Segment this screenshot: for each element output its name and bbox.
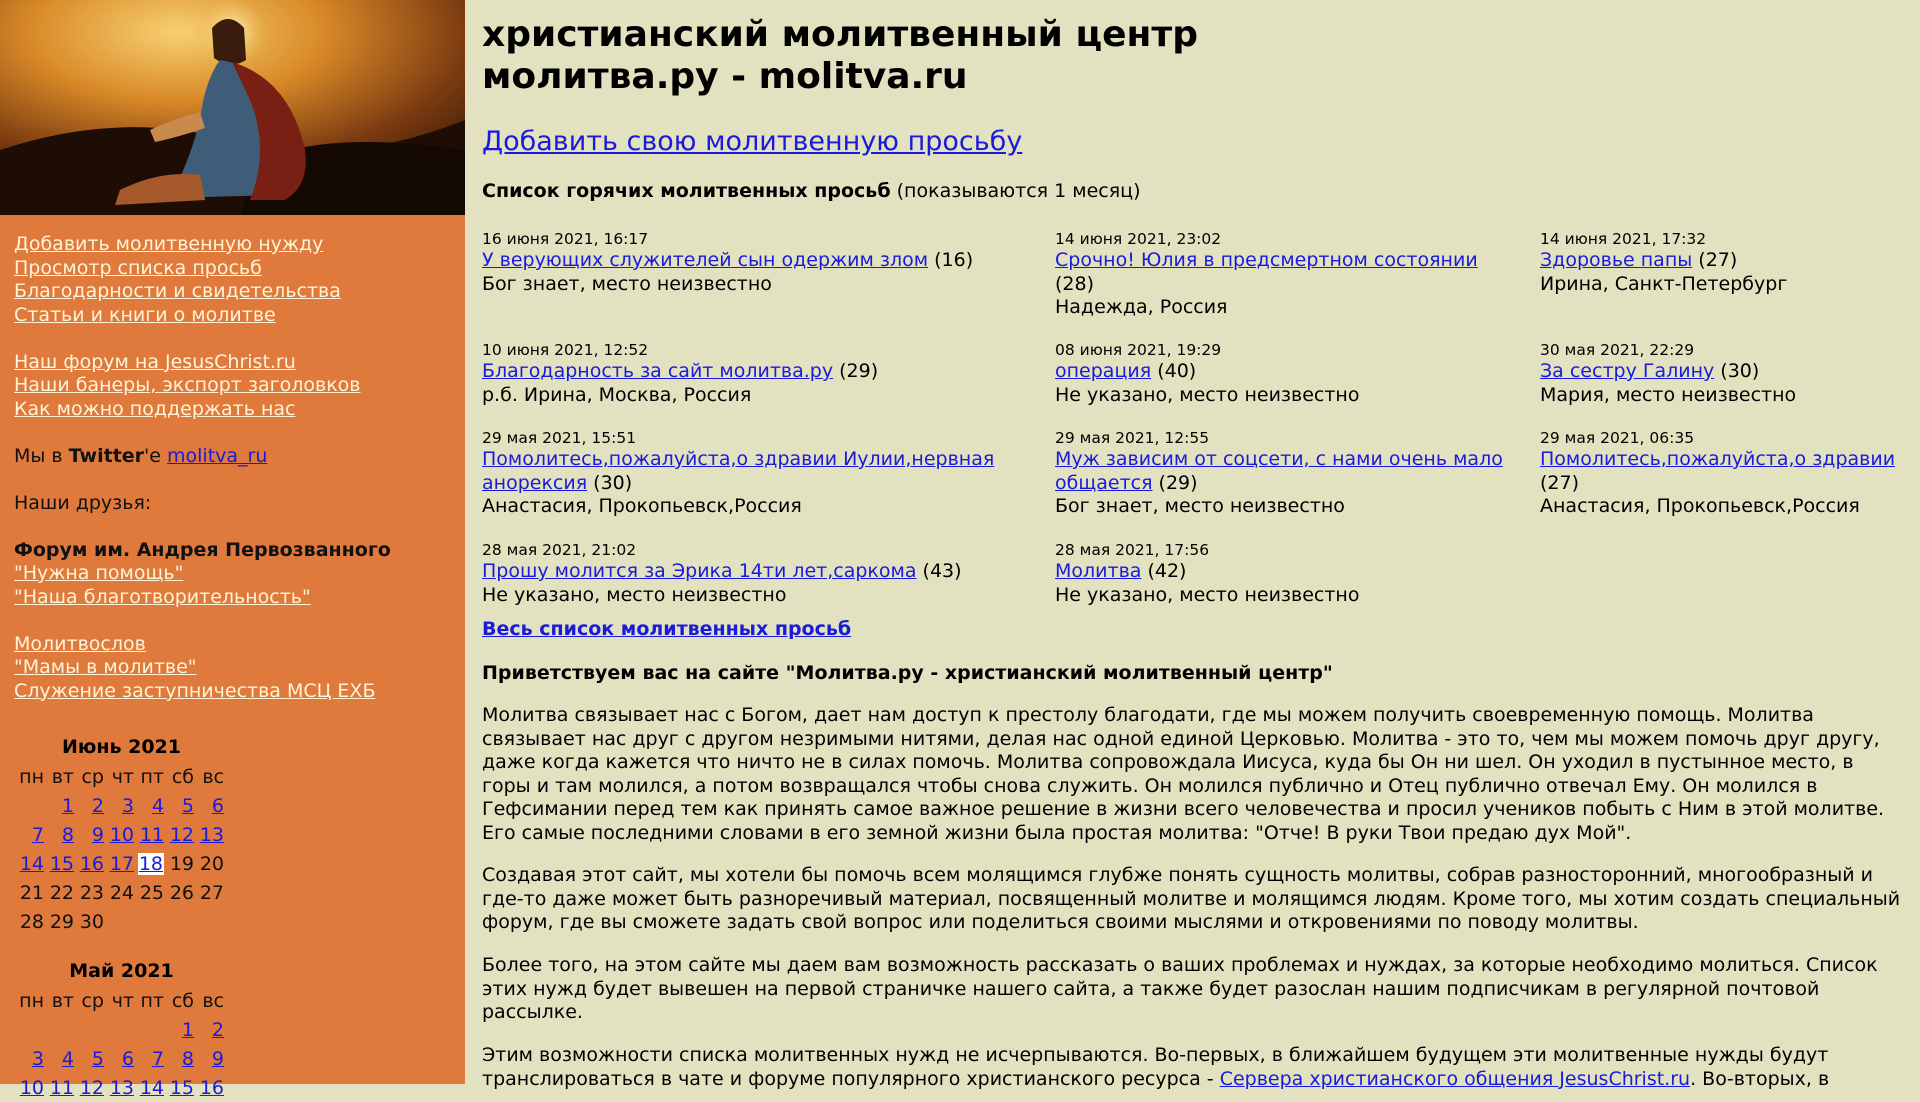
calendar-day (74, 1073, 104, 1102)
calendar-day-link[interactable]: 10 (109, 823, 134, 846)
calendar-day: 29 (49, 910, 74, 933)
add-request-link[interactable]: Добавить свою молитвенную просьбу (482, 126, 1023, 157)
calendar-day-link[interactable]: 6 (211, 794, 224, 817)
calendar-day (44, 1015, 74, 1044)
calendar-weekday: ср (81, 989, 104, 1012)
request-count: (28) (1055, 272, 1095, 295)
calendar-day (194, 1073, 224, 1102)
request-date: 16 июня 2021, 16:17 (482, 230, 649, 248)
calendar-grid (14, 762, 224, 936)
calendar-day (134, 1073, 164, 1102)
calendar-weekday: пн (19, 765, 44, 788)
calendar-day-link[interactable]: 3 (31, 1047, 44, 1070)
calendar-day (104, 820, 134, 849)
twitter-link[interactable]: molitva_ru (167, 444, 268, 467)
calendar-day-link[interactable]: 1 (181, 1018, 194, 1041)
calendar-day: 27 (199, 881, 224, 904)
calendar-day-link[interactable]: 2 (91, 794, 104, 817)
calendar-day-link[interactable]: 10 (19, 1076, 44, 1099)
request-author: Ирина, Санкт-Петербург (1540, 272, 1788, 295)
calendar-day (194, 1015, 224, 1044)
calendar-day-link[interactable]: 1 (61, 794, 74, 817)
calendar-day (74, 820, 104, 849)
calendar-day (14, 849, 44, 878)
calendar-day: 20 (199, 852, 224, 875)
request-author: Анастасия, Прокопьевск,Россия (482, 495, 802, 517)
request-title-link[interactable]: операция (1055, 360, 1152, 382)
main-content (482, 14, 1907, 1090)
calendar-day (134, 1044, 164, 1073)
calendar-weekday: вт (51, 765, 74, 788)
request-title-link[interactable]: Муж зависим от соцсети, с нами очень мало общается (1055, 448, 1503, 494)
calendar-day: 22 (49, 881, 74, 904)
calendar-weekday: вс (202, 989, 224, 1012)
calendar-day (134, 907, 164, 936)
calendar-june (14, 732, 229, 936)
link-intercession[interactable]: Служение заступничества МСЦ ЕХБ (14, 679, 376, 702)
calendar-day (104, 1044, 134, 1073)
calendar-day: 21 (19, 881, 44, 904)
calendar-day (14, 791, 44, 820)
calendar-day (164, 791, 194, 820)
calendar-day (74, 1015, 104, 1044)
calendar-day (44, 791, 74, 820)
calendar-day (194, 820, 224, 849)
calendar-day (164, 1073, 194, 1102)
friends-label: Наши друзья: (14, 491, 152, 514)
calendar-day-link[interactable]: 4 (151, 794, 164, 817)
twitter-line: Мы в Twitter'е molitva_ru (14, 444, 268, 467)
request-count: (27) (1692, 249, 1738, 271)
calendar-day-link[interactable]: 17 (109, 852, 134, 875)
request-item (1540, 341, 1910, 407)
calendar-day (194, 1044, 224, 1073)
request-item (482, 541, 1027, 607)
calendar-day (14, 820, 44, 849)
request-count: (16) (928, 249, 974, 271)
calendar-day (44, 1044, 74, 1073)
request-count: (27) (1540, 471, 1580, 494)
calendar-day (74, 1044, 104, 1073)
request-title-link[interactable]: Прошу молится за Эрика 14ти лет,саркома (482, 560, 917, 582)
calendar-day (164, 1044, 194, 1073)
calendar-day-link[interactable]: 5 (91, 1047, 104, 1070)
sidebar-link-add-need[interactable]: Добавить молитвенную нужду (14, 233, 324, 255)
all-requests-link[interactable]: Весь список молитвенных просьб (482, 618, 852, 640)
request-title-link[interactable]: Помолитесь,пожалуйста,о здравии (1540, 448, 1896, 470)
calendar-day (14, 1015, 44, 1044)
calendar-day-link[interactable]: 4 (61, 1047, 74, 1070)
calendar-day: 30 (79, 910, 104, 933)
request-date: 29 мая 2021, 12:55 (1055, 429, 1210, 447)
sidebar-link-view-list[interactable]: Просмотр списка просьб (14, 256, 262, 279)
calendar-day-link[interactable]: 8 (61, 823, 74, 846)
calendar-day (104, 791, 134, 820)
calendar-may (14, 956, 229, 1102)
intro-paragraph-4: Этим возможности списка молитвенных нужд не исчерпываются. Во-первых, в ближайшем будущем эти молитвенные нужды будут транслироваться в чате и форуме популярного христианского ресурса - Сервера христианского общения JesusChrist.ru. Во-вторых, в (482, 1044, 1830, 1090)
calendar-day-link[interactable]: 11 (139, 823, 164, 846)
calendar-weekday: вт (51, 989, 74, 1012)
jesuschrist-server-link[interactable]: Сервера христианского общения JesusChrist.ru (1219, 1067, 1691, 1090)
calendar-day (44, 820, 74, 849)
calendar-day-link[interactable]: 16 (79, 852, 104, 875)
calendar-weekday: вс (202, 765, 224, 788)
request-title-link[interactable]: У верующих служителей сын одержим злом (482, 249, 929, 271)
calendar-day-link[interactable]: 3 (121, 794, 134, 817)
request-count: (29) (833, 360, 879, 382)
request-author: Не указано, место неизвестно (1055, 583, 1360, 606)
request-title-link[interactable]: Благодарность за сайт молитва.ру (482, 360, 834, 382)
calendar-day-link[interactable]: 13 (199, 823, 224, 846)
request-item (1055, 341, 1520, 407)
calendar-day-link[interactable]: 14 (19, 852, 44, 875)
request-date: 29 мая 2021, 15:51 (482, 429, 637, 447)
friend-link-help[interactable]: "Нужна помощь" (14, 562, 184, 584)
request-date: 30 мая 2021, 22:29 (1540, 341, 1695, 359)
calendar-day-link[interactable]: 8 (181, 1047, 194, 1070)
sidebar-link-articles[interactable]: Статьи и книги о молитве (14, 303, 276, 326)
calendar-day: 23 (79, 881, 104, 904)
request-count: (43) (916, 560, 962, 582)
sidebar-link-support[interactable]: Как можно поддержать нас (14, 397, 296, 420)
request-date: 14 июня 2021, 23:02 (1055, 230, 1222, 248)
calendar-day-link[interactable]: 13 (109, 1076, 134, 1099)
calendar-grid (14, 986, 224, 1102)
calendar-day (44, 1073, 74, 1102)
request-author: Надежда, Россия (1055, 296, 1228, 318)
request-item (482, 341, 1027, 407)
calendar-day (104, 1015, 134, 1044)
list-heading: Список горячих молитвенных просьб (показываются 1 месяц) (482, 180, 1141, 202)
request-author: Не указано, место неизвестно (482, 583, 787, 606)
calendar-day: 24 (109, 881, 134, 904)
calendar-title: Май 2021 (69, 960, 174, 982)
link-prayerbook[interactable]: Молитвослов (14, 632, 146, 655)
request-date: 08 июня 2021, 19:29 (1055, 341, 1222, 359)
request-date: 14 июня 2021, 17:32 (1540, 230, 1707, 248)
calendar-day (14, 1044, 44, 1073)
calendar-day (14, 1073, 44, 1102)
calendar-weekday: пт (140, 989, 164, 1012)
calendar-weekday: чт (111, 765, 134, 788)
calendar-day-link[interactable]: 5 (181, 794, 194, 817)
calendar-day (74, 849, 104, 878)
calendar-weekday: чт (111, 989, 134, 1012)
calendar-day (194, 907, 224, 936)
intro-paragraph-3: Более того, на этом сайте мы даем вам возможность рассказать о ваших проблемах и нуждах, за которые необходимо молиться. Список этих нужд будет вывешен на первой страничке нашего сайта, а также будет разослан нашим подписчикам в регулярной почтовой рассылке. (482, 954, 1878, 1023)
calendar-day: 28 (19, 910, 44, 933)
request-count: (40) (1151, 360, 1197, 382)
request-title-link[interactable]: За сестру Галину (1540, 360, 1715, 382)
request-title-link[interactable]: Срочно! Юлия в предсмертном состоянии (1055, 249, 1478, 271)
sidebar (0, 0, 465, 1099)
calendar-day (104, 907, 134, 936)
calendar-day-link[interactable]: 12 (79, 1076, 104, 1099)
request-item (1055, 541, 1520, 607)
request-author: р.б. Ирина, Москва, Россия (482, 383, 752, 406)
request-item (1540, 429, 1910, 519)
calendar-day-link[interactable]: 2 (211, 1018, 224, 1041)
friend-link-charity[interactable]: "Наша благотворительность" (14, 585, 311, 608)
calendar-day (134, 820, 164, 849)
forum-name: Форум им. Андрея Первозванного (14, 538, 391, 561)
request-title-link[interactable]: Молитва (1055, 560, 1142, 582)
calendar-day (104, 1073, 134, 1102)
calendar-weekday: сб (171, 989, 194, 1012)
request-author: Не указано, место неизвестно (1055, 383, 1360, 406)
request-date: 10 июня 2021, 12:52 (482, 341, 649, 359)
calendar-day (164, 907, 194, 936)
calendar-weekday: пт (140, 765, 164, 788)
link-moms-in-prayer[interactable]: "Мамы в молитве" (14, 656, 197, 678)
calendar-day-link[interactable]: 9 (91, 823, 104, 846)
calendar-day: 25 (139, 881, 164, 904)
calendar-day (134, 791, 164, 820)
request-author: Мария, место неизвестно (1540, 383, 1797, 406)
request-item (482, 230, 1027, 296)
calendar-day-link[interactable]: 11 (49, 1076, 74, 1099)
calendar-day-link[interactable]: 6 (121, 1047, 134, 1070)
request-author: Бог знает, место неизвестно (482, 272, 772, 295)
request-count: (30) (587, 471, 633, 494)
calendar-title: Июнь 2021 (61, 736, 181, 758)
request-date: 29 мая 2021, 06:35 (1540, 429, 1695, 447)
calendar-day (74, 791, 104, 820)
request-date: 28 мая 2021, 17:56 (1055, 541, 1210, 559)
calendar-day (164, 1015, 194, 1044)
calendar-day: 26 (169, 881, 194, 904)
request-count: (30) (1714, 360, 1760, 382)
request-count: (29) (1152, 471, 1198, 494)
hero-image-jesus-praying (0, 0, 465, 215)
calendar-day (134, 849, 164, 878)
calendar-weekday: ср (81, 765, 104, 788)
sidebar-link-banners[interactable]: Наши банеры, экспорт заголовков (14, 374, 361, 396)
calendar-weekday: пн (19, 989, 44, 1012)
request-item (1540, 230, 1910, 296)
request-author: Анастасия, Прокопьевск,Россия (1540, 495, 1860, 517)
calendar-day-link[interactable]: 7 (151, 1047, 164, 1070)
request-date: 28 мая 2021, 21:02 (482, 541, 637, 559)
calendar-day-link[interactable]: 12 (169, 823, 194, 846)
calendar-day (104, 849, 134, 878)
request-author: Бог знает, место неизвестно (1055, 495, 1345, 517)
calendar-day (164, 820, 194, 849)
calendar-day-link[interactable]: 18 (138, 852, 163, 875)
sidebar-link-forum[interactable]: Наш форум на JesusChrist.ru (14, 350, 296, 373)
sidebar-link-thanks[interactable]: Благодарности и свидетельства (14, 280, 341, 302)
calendar-day-link[interactable]: 14 (139, 1076, 164, 1099)
calendar-day (134, 1015, 164, 1044)
calendar-day: 19 (169, 852, 194, 875)
request-title-link[interactable]: Здоровье папы (1540, 249, 1693, 271)
calendar-day (194, 791, 224, 820)
request-item (1055, 429, 1520, 519)
sidebar-nav (14, 233, 454, 703)
page-title: христианский молитвенный центр молитва.ру - molitva.ru (482, 14, 1199, 97)
calendar-weekday: сб (171, 765, 194, 788)
calendar-day-link[interactable]: 16 (199, 1076, 224, 1099)
request-item (482, 429, 1027, 519)
request-item (1055, 230, 1520, 320)
calendar-day-link[interactable]: 7 (31, 823, 44, 846)
calendar-day (44, 849, 74, 878)
intro-paragraph-1: Молитва связывает нас с Богом, дает нам доступ к престолу благодати, где мы можем получить своевременную помощь. Молитва связывает нас друг с другом незримыми нитями, делая нас одной единой Церковью. Молитва - это то, чем мы можем помочь друг другу, даже когда кажется что ничто не в силах помочь. Молитва сопровождала Иисуса, куда бы Он ни шел. Он уходил в пустынное место, в горы и там молился, а потом возвращался чтобы снова служить. Он молился публично и Отец публично отвечал Ему. Он молился в Гефсимании перед тем как принять самое важное решение в жизни всего человечества и просил учеников побыть с Ним в этой молитве. Его самые последними словами в его земной жизни была простая молитва: "Отче! В руки Твои предаю дух Мой". (482, 704, 1885, 844)
calendar-day-link[interactable]: 15 (49, 852, 74, 875)
request-title-link[interactable]: Помолитесь,пожалуйста,о здравии Иулии,нервная анорексия (482, 448, 995, 494)
welcome-heading: Приветствуем вас на сайте "Молитва.ру - христианский молитвенный центр" (482, 662, 1333, 684)
calendar-day-link[interactable]: 9 (211, 1047, 224, 1070)
request-count: (42) (1141, 560, 1187, 582)
calendar-day-link[interactable]: 15 (169, 1076, 194, 1099)
intro-paragraph-2: Создавая этот сайт, мы хотели бы помочь всем молящимся глубже понять сущность молитвы, собрав разносторонний, многообразный и где-то даже может быть разноречивый материал, посвященный молитве и молящимся людям. Кроме того, мы хотим создать специальный форум, где вы сможете задать свой вопрос или поделиться своими мыслями и откровениями по поводу молитвы. (482, 864, 1901, 933)
